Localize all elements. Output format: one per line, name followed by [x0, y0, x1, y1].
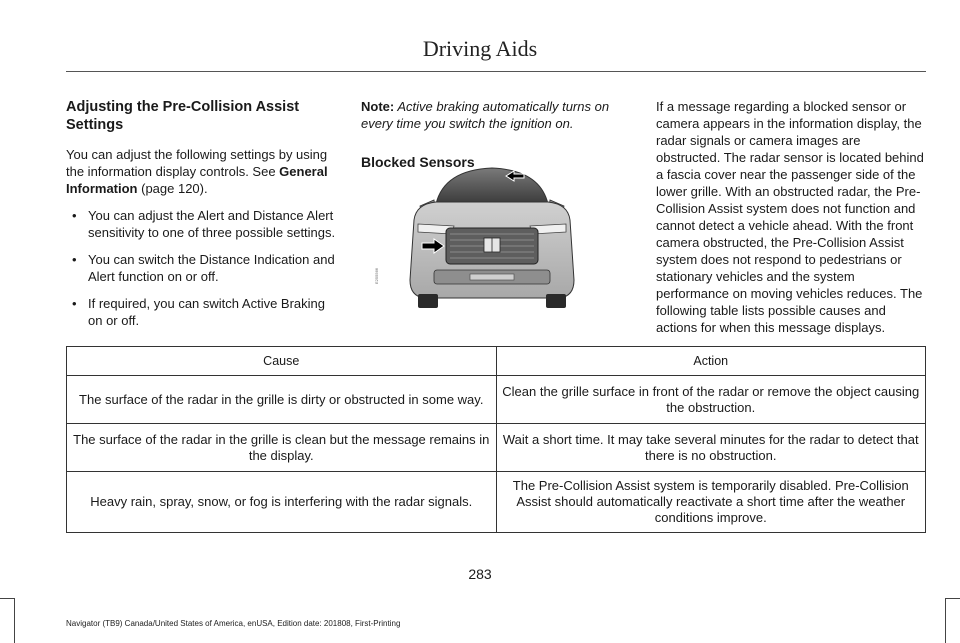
table-cell-cause: The surface of the radar in the grille is clean but the message remains in the display.	[67, 424, 497, 472]
vehicle-front-svg	[374, 162, 610, 312]
table-header-action: Action	[496, 347, 926, 376]
crop-mark	[945, 598, 946, 643]
blocked-sensor-paragraph: If a message regarding a blocked sensor or camera appears in the information display, the radar signals or camera images are obstructed. The radar sensor is located behind a fascia cover near the passenger side of the lower grille. With an obstructed radar, the Pre-Collision Assist system does not function and cannot detect a vehicle ahead. With the front camera obstructed, the Pre-Collision Assist system does not respond to pedestrians or stationary vehicles and the system performance on moving vehicles reduces. The following table lists possible causes and actions for when this message displays.	[656, 99, 924, 335]
column-left	[66, 98, 338, 339]
vehicle-front-illustration	[374, 162, 610, 312]
note-text: Active braking automatically turns on every time you switch the ignition on.	[361, 99, 610, 131]
note-paragraph	[361, 98, 633, 132]
table-cell-action: The Pre-Collision Assist system is temporarily disabled. Pre-Collision Assist should automatically reactivate a short time after the weather conditions improve.	[496, 472, 926, 533]
column-right	[656, 98, 926, 346]
table-cell-action: Wait a short time. It may take several minutes for the radar to detect that there is no obstruction.	[496, 424, 926, 472]
crop-mark	[0, 598, 14, 599]
footer-text: Navigator (TB9) Canada/United States of America, enUSA, Edition date: 201808, First-Printing	[66, 619, 401, 628]
header-rule	[66, 71, 926, 72]
intro-text: You can adjust the following settings by using the information display controls. See	[66, 147, 328, 179]
intro-page-ref: (page 120).	[137, 181, 208, 196]
table-row	[67, 472, 926, 533]
crop-mark	[14, 598, 15, 643]
list-item: • If required, you can switch Active Braking on or off.	[66, 295, 338, 329]
list-item: • You can switch the Distance Indication and Alert function on or off.	[66, 251, 338, 285]
table-header-cause: Cause	[67, 347, 497, 376]
table-cell-action: Clean the grille surface in front of the radar or remove the object causing the obstruction.	[496, 376, 926, 424]
blocked-sensors-heading: Blocked Sensors	[361, 154, 475, 170]
note-label: Note:	[361, 99, 395, 114]
table-header-row	[67, 347, 926, 376]
table-row	[67, 424, 926, 472]
column-middle	[361, 98, 633, 171]
table-row	[67, 376, 926, 424]
list-item: • You can adjust the Alert and Distance Alert sensitivity to one of three possible settings.	[66, 207, 338, 241]
crop-mark	[945, 598, 960, 599]
section-heading: Adjusting the Pre-Collision Assist Settings	[66, 99, 300, 133]
table-cell-cause: The surface of the radar in the grille is dirty or obstructed in some way.	[67, 376, 497, 424]
settings-list	[66, 207, 338, 329]
table-cell-cause: Heavy rain, spray, snow, or fog is interfering with the radar signals.	[67, 472, 497, 533]
page-number: 283	[468, 566, 492, 582]
page-header-title: Driving Aids	[422, 36, 538, 61]
figure-code: E255566	[374, 267, 379, 284]
general-information-link[interactable]: General Information	[66, 164, 328, 196]
intro-paragraph	[66, 146, 338, 197]
cause-action-table	[66, 346, 926, 533]
